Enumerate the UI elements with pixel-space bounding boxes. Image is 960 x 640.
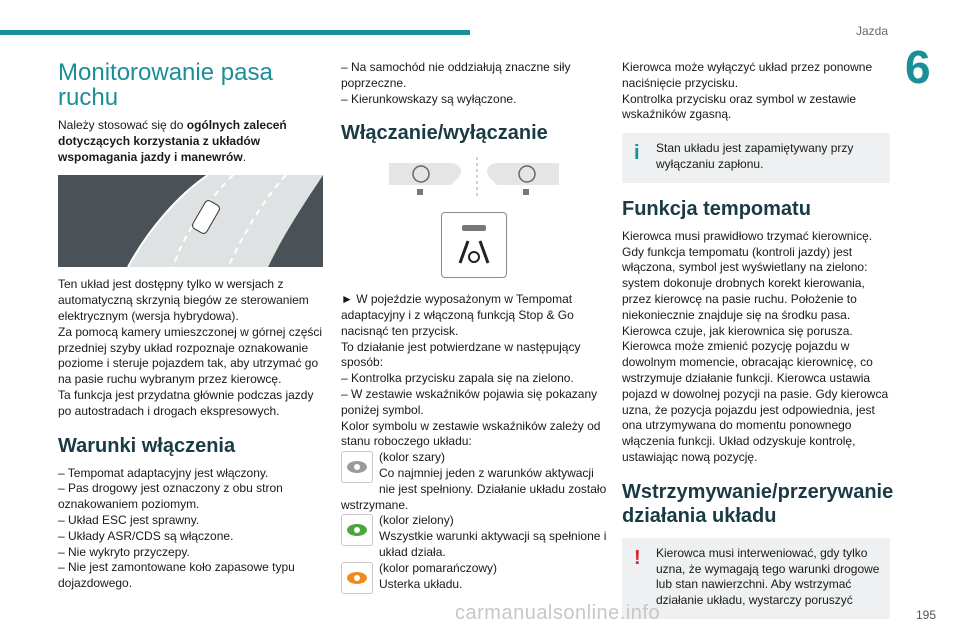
running-header: Jazda xyxy=(855,24,888,38)
column-2 xyxy=(341,60,607,596)
body-text: Ten układ jest dostępny tylko w wersjach z automatyczną skrzynią biegów ze sterowaniem elektrycznym (wersja hybrydowa). xyxy=(58,277,309,323)
condition-item: – Na samochód nie oddziałują znaczne siły poprzeczne. xyxy=(341,60,571,90)
condition-item: – Tempomat adaptacyjny jest włączony. xyxy=(58,465,269,480)
watermark: carmanualsonline.info xyxy=(455,602,661,624)
info-icon: i xyxy=(634,142,640,165)
lane-keeping-illustration xyxy=(58,175,323,267)
body-text: Kierowca może wyłączyć układ przez ponowne naciśnięcie przycisku. xyxy=(622,60,873,90)
intro-paragraph: Należy stosować się do ogólnych zaleceń dotyczących korzystania z układów wspomagania jazdy i manewrów. xyxy=(58,118,287,164)
header-accent-bar xyxy=(0,30,470,35)
status-grey: (kolor szary) Co najmniej jeden z warunków aktywacji nie jest spełniony. Działanie układu zostało wstrzymane. xyxy=(341,450,607,512)
subsection-heading: Warunki włączenia xyxy=(58,434,236,457)
condition-item: – Nie wykryto przyczepy. xyxy=(58,544,190,559)
intro-bold-link: ogólnych zaleceń dotyczących korzystania z układów wspomagania jazdy i manewrów xyxy=(58,118,287,164)
steering-wheel-stalks-icon xyxy=(341,155,607,204)
condition-item: – Pas drogowy jest oznaczony z obu stron oznakowaniem poziomym. xyxy=(58,481,283,512)
body-text: Ta funkcja jest przydatna głównie podczas jazdy po autostradach i drogach ekspresowych. xyxy=(58,387,314,418)
subsection-heading: Włączanie/wyłączanie xyxy=(341,122,548,145)
status-orange: (kolor pomarańczowy) Usterka układu. xyxy=(341,561,607,596)
body-text: Kontrolka przycisku oraz symbol w zestawie wskaźników zgasną. xyxy=(622,91,857,122)
lane-keeping-button-icon xyxy=(441,212,507,278)
body-text: Kolor symbolu w zestawie wskaźników zależy od stanu roboczego układu: xyxy=(341,418,601,449)
body-text: To działanie jest potwierdzane w następujący sposób: xyxy=(341,339,581,370)
warning-note: ! Kierowca musi interweniować, gdy tylko uzna, że wymagają tego warunki drogowe lub stan nawierzchni. Aby wstrzymać działanie układu, wystarczy poruszyć xyxy=(622,538,890,619)
body-text: Za pomocą kamery umieszczonej w górnej części przedniej szyby układ rozpoznaje oznakowanie poziome i steruje pojazdem tak, aby utrzymać go na pasie ruchu wybranym przez kierowcę. xyxy=(58,324,323,387)
status-green: (kolor zielony) Wszystkie warunki aktywacji są spełnione i układ działa. xyxy=(341,513,607,560)
lane-symbol-grey-icon xyxy=(341,451,373,483)
info-note: i Stan układu jest zapamiętywany przy wyłączaniu zapłonu. xyxy=(622,133,890,183)
body-text: ► W pojeździe wyposażonym w Tempomat adaptacyjny i z włączoną funkcją Stop & Go nacisnąć ten przycisk. xyxy=(341,292,574,338)
warning-icon: ! xyxy=(634,546,641,569)
body-text: – W zestawie wskaźników pojawia się pokazany poniżej symbol. xyxy=(341,386,598,417)
subsection-heading: Wstrzymywanie/przerywanie działania układu xyxy=(622,480,894,527)
chapter-number: 6 xyxy=(905,41,931,93)
condition-item: – Układy ASR/CDS są włączone. xyxy=(58,528,234,543)
body-text: – Kontrolka przycisku zapala się na zielono. xyxy=(341,371,574,386)
condition-item: – Kierunkowskazy są wyłączone. xyxy=(341,91,517,106)
column-3 xyxy=(622,60,894,627)
lane-symbol-green-icon xyxy=(341,514,373,546)
column-1 xyxy=(58,60,323,592)
page-number: 195 xyxy=(915,608,936,622)
condition-item: – Nie jest zamontowane koło zapasowe typu dojazdowego. xyxy=(58,560,295,591)
body-text: Kierowca musi prawidłowo trzymać kierownicę. Gdy funkcja tempomatu (kontroli jazdy) jest włączona, symbol jest wyświetlany na zielono: system dokonuje drobnych korekt kierowania, przez kierowcę na pasie ruchu. Położenie to niekoniecznie znajduje się na środku pasa. Kierowca czuje, jak kierownica się porusza. Kierowca może zmienić pozycję pojazdu w dowolnym momencie, obracając kierownicę, co wstrzymuje działanie funkcji. Kierowca ustawia pojazd w dowolnej pozycji na pasie. Gdy kierowca uzna, że pozycja pojazdu jest odpowiednia, jest ona utrzymywana do momentu ponownego włączenia funkcji. Układ odzyskuje kontrolę, ustawiając nową pozycję. xyxy=(622,228,889,464)
section-title: Monitorowanie pasa ruchu xyxy=(58,59,273,111)
subsection-heading: Funkcja tempomatu xyxy=(622,197,811,220)
lane-symbol-orange-icon xyxy=(341,562,373,594)
condition-item: – Układ ESC jest sprawny. xyxy=(58,512,200,527)
